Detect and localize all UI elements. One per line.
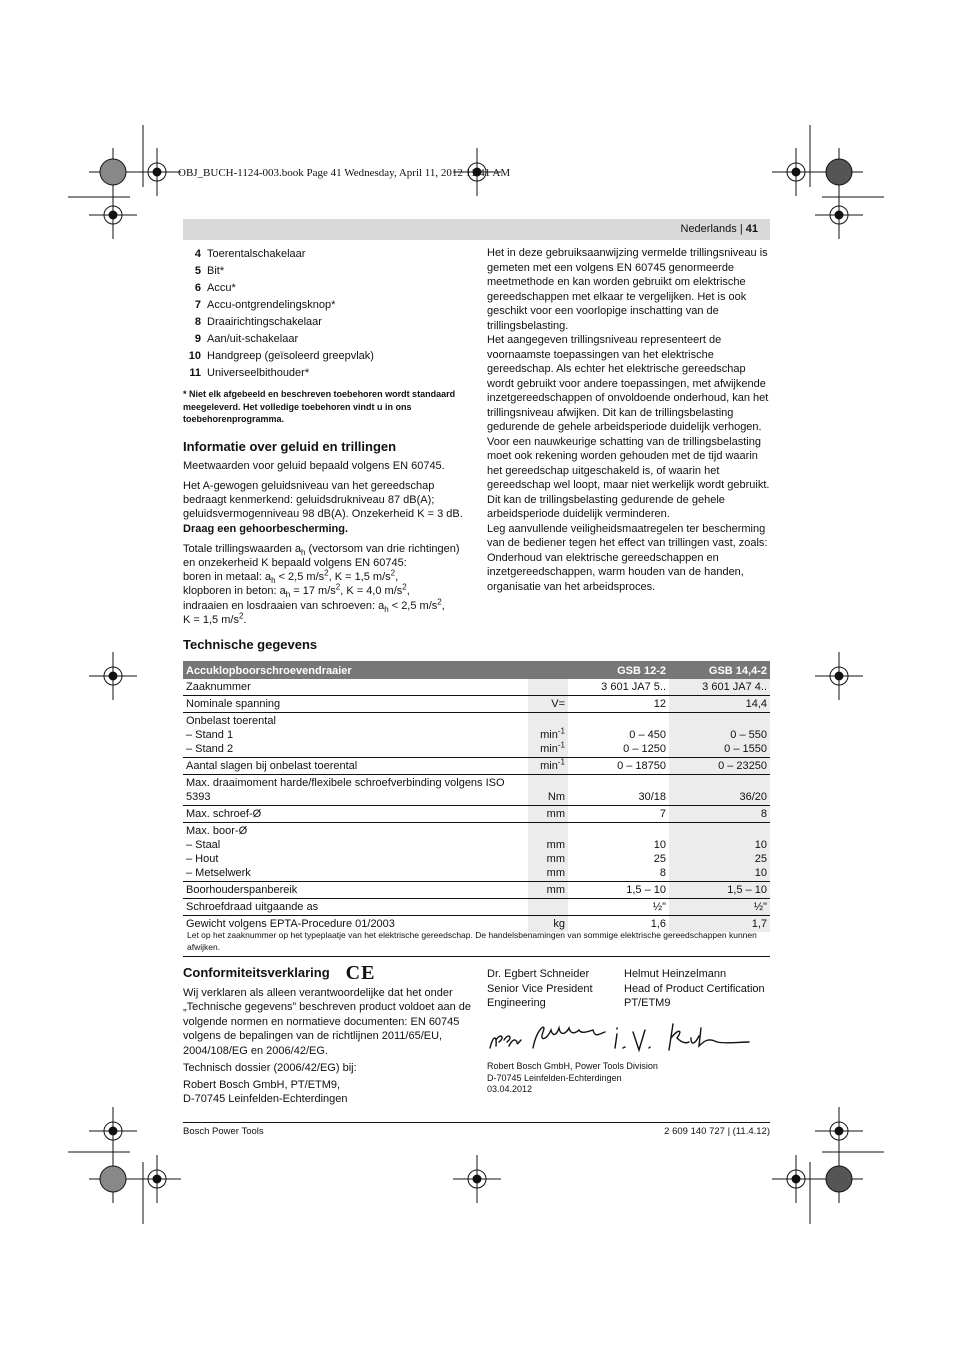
row-label: Gewicht volgens EPTA-Procedure 01/2003 — [186, 918, 395, 930]
registration-mark — [772, 148, 820, 196]
registration-mark — [815, 191, 863, 239]
part-item — [183, 314, 473, 331]
left-column — [183, 246, 473, 627]
part-number: 5 — [194, 265, 201, 278]
row-value-gsb144: 8 — [669, 806, 770, 823]
part-label: Accu* — [207, 282, 236, 295]
registration-mark — [89, 1107, 137, 1155]
conformity-title: Conformiteitsverklaring — [183, 965, 330, 980]
footer-divider — [183, 1122, 770, 1123]
row-unit: mm — [528, 882, 568, 899]
ce-mark-icon: CE — [345, 962, 376, 984]
header-language: Nederlands — [680, 223, 737, 235]
noise-title: Informatie over geluid en trillingen — [183, 438, 397, 454]
row-value-gsb12: 0 – 450 0 – 1250 — [568, 713, 669, 758]
row-unit: $\min^{-1}$ $\min^{-1}$ — [528, 713, 568, 758]
table-row — [183, 775, 770, 806]
accessory-footnote: * Niet elk afgebeeld en beschreven toebehoren wordt standaard meegeleverd. Het volledige toebehoren vindt u in ons toebehorenprogramma. — [183, 389, 456, 424]
row-value-gsb12: 10 25 8 — [568, 823, 669, 882]
row-value-gsb144: 0 – 23250 — [669, 758, 770, 775]
row-label: Max. boor-Ø – Staal – Hout – Metselwerk — [183, 823, 528, 882]
row-unit — [528, 679, 568, 696]
conformity-p2: Technisch dossier (2006/42/EG) bij: — [183, 1062, 357, 1075]
noise-p1: Meetwaarden voor geluid bepaald volgens EN 60745. — [183, 459, 445, 472]
row-label: Schroefdraad uitgaande as — [183, 899, 528, 916]
row-value-gsb144: 14,4 — [669, 696, 770, 713]
registration-mark — [89, 191, 137, 239]
footer-docnumber: 2 609 140 727 | (11.4.12) — [664, 1126, 770, 1137]
part-number: 6 — [194, 282, 201, 295]
vibration-p4: Leg aanvullende veiligheidsmaatregelen ter bescherming van de bediener tegen het effect van trillingen vast, zoals: Onderhoud van elektrische gereedschappen en inzetgereedschappen, warm houden van de handen, organisatie van het arbeidsproces. — [487, 522, 768, 593]
part-number: 4 — [194, 248, 201, 261]
vibration-p2: Het aangegeven trillingsniveau representeert de voornaamste toepassingen van het elektrische gereedschap. Als echter het elektrische gereedschap wordt gebruikt voor andere toepassingen, met afwijkende inzetgereedschappen of onvoldoende onderhoud, kan het trillingsniveau afwijken. Dit kan de trillingsbelasting gedurende de gehele arbeidsperiode duidelijk verhogen. — [487, 334, 769, 433]
part-item — [183, 365, 473, 382]
color-target — [100, 159, 126, 185]
row-unit: V= — [528, 696, 568, 713]
tech-header-row: Accuklopboorschroevendraaier GSB 12-2 GSB 14,4-2 — [183, 661, 770, 679]
part-number: 11 — [189, 367, 201, 380]
noise-p2: Het A-gewogen geluidsniveau van het gereedschap bedraagt kenmerkend: geluidsdrukniveau 87 dB(A); geluidsvermogenniveau 98 dB(A). Onzekerheid K = 3 dB. — [183, 479, 463, 521]
company-address: Robert Bosch GmbH, Power Tools Division D-70745 Leinfelden-Echterdingen 03.04.2012 — [487, 1061, 658, 1094]
row-value-gsb12: 1,6 — [650, 918, 666, 930]
row-unit: Nm — [528, 775, 568, 806]
part-number: 8 — [194, 316, 201, 329]
registration-mark — [772, 1155, 820, 1203]
part-label: Bit* — [207, 265, 225, 278]
row-label: Max. schroef-Ø — [183, 806, 528, 823]
signer-2: Helmut Heinzelmann Head of Product Certification PT/ETM9 — [624, 968, 765, 1009]
row-unit: kg — [528, 916, 568, 933]
vibration-values: Totale trillingswaarden $a_h$ (vectorsom van drie richtingen) en onzekerheid K bepaald volgens EN 60745: boren in metaal: $a_h < 2,5$ $m/s^2$, K = 1,5 $m/s^2$, klopboren in beton: $a_h = 17$ $m/s^2$, K = 4,0 $m/s^2$, indraaien en losdraaien van schroeven: $a_h < 2,5$ $m/s^2$, K = 1,5 $m/s^2$. — [183, 542, 460, 626]
row-label: Nominale spanning — [183, 696, 528, 713]
color-target — [826, 159, 852, 185]
row-label: Boorhouderspanbereik — [183, 882, 528, 899]
row-value-gsb12: 12 — [568, 696, 669, 713]
conformity-p1: Wij verklaren als alleen verantwoordelijke dat het onder „Technische gegevens” beschreven product voldoet aan de volgende normen en normatieve documenten: EN 60745 volgens de bepalingen van de richtlijnen 2011/65/EU, 2004/108/EG en 2006/42/EG. — [183, 986, 472, 1057]
table-row — [183, 823, 770, 882]
row-value-gsb12: 7 — [568, 806, 669, 823]
part-label: Accu-ontgrendelingsknop* — [207, 299, 336, 312]
row-label: Max. draaimoment harde/flexibele schroefverbinding volgens ISO 5393 — [183, 775, 528, 806]
table-row — [183, 713, 770, 758]
table-row — [183, 899, 770, 916]
row-value-gsb144: 10 25 10 — [669, 823, 770, 882]
registration-mark — [133, 1155, 181, 1203]
table-row — [183, 696, 770, 713]
conformity-p3: Robert Bosch GmbH, PT/ETM9, — [183, 1078, 341, 1091]
registration-mark — [133, 148, 181, 196]
row-label: Zaaknummer — [183, 679, 528, 696]
part-label: Aan/uit-schakelaar — [207, 333, 299, 346]
tech-table — [183, 661, 770, 932]
registration-mark — [89, 652, 137, 700]
row-value-gsb12: 3 601 JA7 5.. — [568, 679, 669, 696]
row-value-gsb12: ½" — [568, 899, 669, 916]
vibration-p3: Voor een nauwkeurige schatting van de trillingsbelasting moet ook rekening worden gehouden met de tijd waarin het gereedschap uitgeschakeld is, of waarin het gereedschap wel loopt, maar niet werkelijk wordt gebruikt. Dit kan de trillingsbelasting gedurende de gehele arbeidsperiode duidelijk verminderen. — [487, 435, 770, 520]
page-header: Nederlands | 41 — [183, 219, 770, 240]
row-unit: mm mm mm — [528, 823, 568, 882]
noise-p3: Draag een gehoorbescherming. — [183, 522, 349, 535]
vibration-p1: Het in deze gebruiksaanwijzing vermelde trillingsniveau is gemeten met een volgens EN 60745 genormeerde meetmethode en kan worden gebruikt om elektrische gereedschappen met elkaar te vergelijken. Het is ook geschikt voor een voorlopige inschatting van de trillingsbelasting. — [487, 247, 768, 332]
row-value-gsb144: 3 601 JA7 4.. — [669, 679, 770, 696]
color-target — [100, 1166, 126, 1192]
row-unit: $\min^{-1}$ — [528, 758, 568, 775]
row-value-gsb144: 36/20 — [669, 775, 770, 806]
conformity-p4: D-70745 Leinfelden-Echterdingen — [183, 1093, 348, 1106]
part-number: 10 — [188, 350, 201, 363]
part-item — [183, 280, 473, 297]
row-value-gsb144: 1,7 — [669, 916, 770, 933]
row-value-gsb144: ½" — [669, 899, 770, 916]
part-item — [183, 297, 473, 314]
part-label: Universeelbithouder* — [207, 367, 310, 380]
footer-brand: Bosch Power Tools — [183, 1126, 264, 1137]
row-unit — [528, 899, 568, 916]
part-label: Handgreep (geïsoleerd greepvlak) — [207, 350, 374, 363]
part-item — [183, 348, 473, 365]
signer-1: Dr. Egbert Schneider Senior Vice President Engineering — [487, 968, 593, 1009]
part-label: Draairichtingschakelaar — [207, 316, 322, 329]
table-row — [183, 882, 770, 899]
row-label: Aantal slagen bij onbelast toerental — [183, 758, 528, 775]
parts-list — [183, 246, 473, 382]
row-value-gsb144: 1,5 – 10 — [669, 882, 770, 899]
right-column — [487, 246, 770, 594]
row-label: Onbelast toerental – Stand 1 – Stand 2 — [183, 713, 528, 758]
part-label: Toerentalschakelaar — [207, 248, 306, 261]
part-item — [183, 331, 473, 348]
page-number: 41 — [745, 223, 758, 235]
row-value-gsb12: 0 – 18750 — [568, 758, 669, 775]
divider — [183, 956, 770, 957]
row-value-gsb12: 30/18 — [568, 775, 669, 806]
tech-title: Technische gegevens — [183, 637, 318, 652]
conformity-section — [183, 962, 473, 1107]
registration-mark — [815, 1107, 863, 1155]
table-row — [183, 758, 770, 775]
color-target — [826, 1166, 852, 1192]
part-item — [183, 263, 473, 280]
part-number: 9 — [194, 333, 201, 346]
file-slug: OBJ_BUCH-1124-003.book Page 41 Wednesday, April 11, 2012 11:41 AM — [178, 167, 511, 179]
part-number: 7 — [194, 299, 201, 312]
part-item — [183, 246, 473, 263]
row-value-gsb144: 0 – 550 0 – 1550 — [669, 713, 770, 758]
registration-mark — [453, 1155, 501, 1203]
row-value-gsb12: 1,5 – 10 — [568, 882, 669, 899]
registration-mark — [815, 652, 863, 700]
table-row — [183, 679, 770, 696]
table-row — [183, 806, 770, 823]
row-unit: mm — [528, 806, 568, 823]
tech-note: Let op het zaaknummer op het typeplaatje van het elektrische gereedschap. De handelsbenamingen van sommige elektrische gereedschappen kunnen afwijken. — [187, 930, 757, 952]
signatures-image — [487, 1018, 757, 1058]
